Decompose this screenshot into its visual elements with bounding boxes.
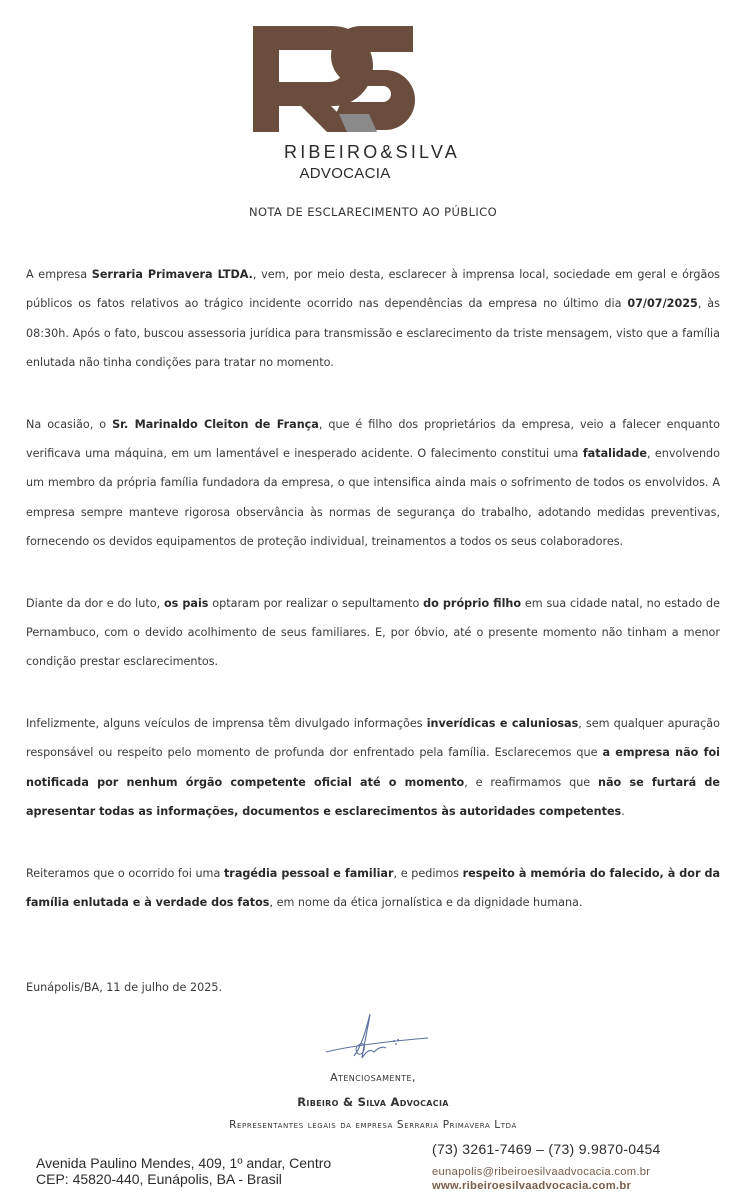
paragraph-text: , às 08:30h. Após o fato, buscou assessoria jurídica para transmissão e esclarecimento da triste mensagem, visto que a família enlutada não tinha condições para tratar no momento. [26,297,720,370]
document-title: NOTA DE ESCLARECIMENTO AO PÚBLICO [248,205,498,219]
paragraph-text: , vem, por meio desta, esclarecer à imprensa local, sociedade em geral e órgãos públicos os fatos relativos ao trágico incidente ocorrido nas dependências da empresa no último dia [26,268,721,311]
paragraph-text: , envolvendo um membro da própria família fundadora da empresa, o que intensifica ainda mais o sofrimento de todos os envolvidos. A empresa sempre manteve rigorosa observância às normas de segurança do trabalho, adotando medidas preventivas, fornecendo os devidos equipamentos de proteção individual, treinamentos a todos os seus colaboradores. [26,447,720,549]
footer-address [36,1155,331,1187]
emphasis-text: os pais [163,596,209,610]
paragraph-text: , e pedimos [393,866,463,880]
emphasis-text: a empresa não foi notificada por nenhum órgão competente oficial até o momento [26,746,721,789]
address-line-2: CEP: 45820-440, Eunápolis, BA - Brasil [36,1171,282,1187]
paragraph-text: A empresa [26,268,92,281]
document-body [26,260,720,949]
paragraph-text: optaram por realizar o sepultamento [208,596,424,610]
emphasis-text: tragédia pessoal e familiar [223,866,394,880]
closing-firm: Ribeiro & Silva Advocacia [297,1095,449,1109]
place-date: Eunápolis/BA, 11 de julho de 2025. [26,981,223,994]
address-line-1: Avenida Paulino Mendes, 409, 1º andar, Centro [36,1155,332,1171]
footer-phone: (73) 3261-7469 – (73) 9.9870-0454 [432,1141,661,1157]
handwritten-signature [320,1008,435,1066]
emphasis-text: inverídicas e caluniosas [426,716,579,730]
ribeiro-silva-logo [245,18,415,140]
paragraph-text: , e reafirmamos que [464,775,599,789]
firm-name: RIBEIRO&SILVA [284,142,460,162]
body-paragraph [26,859,720,918]
emphasis-text: fatalidade [582,447,647,461]
paragraph-text: Infelizmente, alguns veículos de imprensa têm divulgado informações [26,716,427,730]
paragraph-text: Reiteramos que o ocorrido foi uma [26,866,224,880]
paragraph-text: Diante da dor e do luto, [26,596,164,610]
emphasis-text: respeito à memória do falecido, à dor da família enlutada e à verdade dos fatos [26,866,721,909]
body-paragraph [26,410,720,557]
closing-salutation: Atenciosamente, [330,1071,416,1084]
paragraph-text: , que é filho dos proprietários da empresa, veio a falecer enquanto verificava uma máquina, em um lamentável e inesperado acidente. O falecimento constitui uma [26,417,720,461]
footer-email[interactable]: eunapolis@ribeiroesilvaadvocacia.com.br [432,1166,651,1178]
paragraph-text: . [621,805,625,819]
firm-subtitle: ADVOCACIA [299,165,391,182]
emphasis-text: Serraria Primavera LTDA. [91,268,253,281]
footer-website[interactable]: www.ribeiroesilvaadvocacia.com.br [432,1180,632,1192]
emphasis-text: Sr. Marinaldo Cleiton de França [112,417,319,431]
emphasis-text: do próprio filho [423,596,522,610]
emphasis-text: 07/07/2025 [627,297,698,311]
paragraph-text: , em nome da ética jornalística e da dignidade humana. [269,895,583,909]
paragraph-text: Na ocasião, o [26,417,113,431]
closing-representatives: Representantes legais da empresa Serraria Primavera Ltda [229,1119,517,1131]
body-paragraph [26,260,720,378]
paragraph-text: em sua cidade natal, no estado de Pernambuco, com o devido acolhimento de seus familiares. E, por óbvio, até o presente momento não tinham a menor condição prestar esclarecimentos. [26,596,721,669]
emphasis-text: não se furtará de apresentar todas as informações, documentos e esclarecimentos às autoridades competentes [26,775,720,819]
body-paragraph [26,589,720,677]
paragraph-text: , sem qualquer apuração responsável ou respeito pelo momento de profunda dor enfrentado pela família. Esclarecemos que [26,716,720,760]
body-paragraph [26,709,720,827]
